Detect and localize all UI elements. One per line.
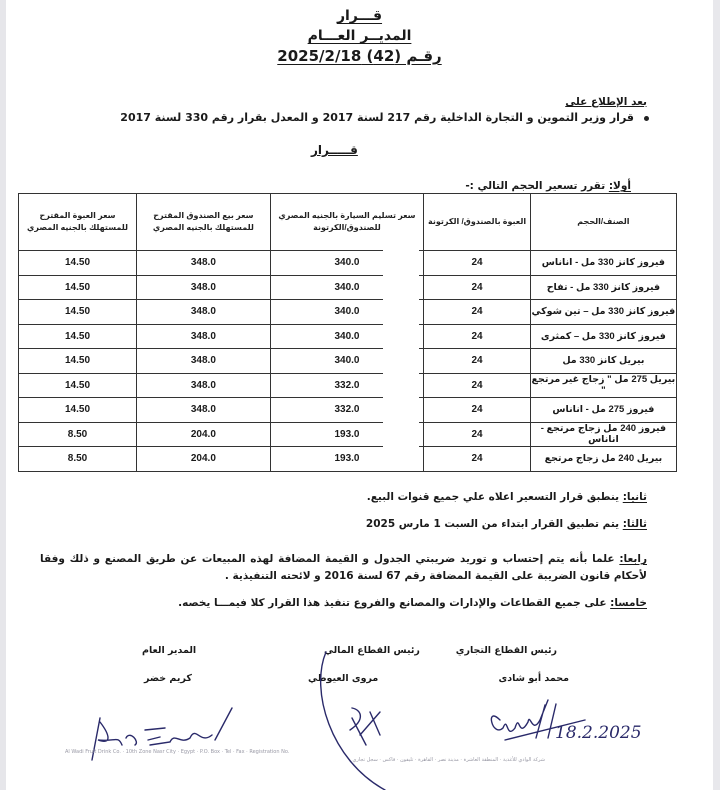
cell-product: فيروز 240 مل زجاج مرتجع - اناناس [530,422,676,447]
cell-delivery-price: 340.0 [270,300,424,325]
header-box-price: سعر بيع الصندوق المقترح للمستهلك بالجنيه المصري [137,194,271,251]
signatory-gm-name: كريم خضر [144,673,192,684]
cell-unit-price: 14.50 [19,300,137,325]
cell-delivery-price: 193.0 [270,447,424,472]
cell-box-price: 348.0 [137,349,271,374]
clause-fifth-text: على جميع القطاعات والإدارات والمصانع والفروع تنفيذ هذا القرار كلا فيمـــا يخصه. [178,597,611,609]
header-delivery-price: سعر تسليم السيارة بالجنيه المصري للصندوق/الكرتونة [270,194,424,251]
cell-delivery-price: 340.0 [270,349,424,374]
table-row [19,398,677,423]
after-review-label: بعد الإطلاع على [565,96,647,108]
title-general-manager: المديــر العـــام [307,28,412,44]
cell-count: 24 [424,373,531,398]
table-row [19,447,677,472]
preamble-text: قرار وزير التموين و التجارة الداخلية رقم 217 لسنة 2017 و المعدل بقرار رقم 330 لسنة 2017 [120,111,634,124]
cell-box-price: 348.0 [137,300,271,325]
table-row [19,275,677,300]
handwritten-date: 18.2.2025 [555,723,642,743]
cell-count: 24 [424,422,531,447]
cell-unit-price: 14.50 [19,373,137,398]
cell-box-price: 348.0 [137,324,271,349]
cell-count: 24 [424,324,531,349]
cell-box-price: 204.0 [137,447,271,472]
cell-unit-price: 8.50 [19,447,137,472]
table-header-row [19,194,677,251]
pricing-table [18,193,677,472]
header-product: الصنف/الحجم [530,194,676,251]
preamble-bullet [120,111,649,124]
cell-box-price: 348.0 [137,275,271,300]
cell-delivery-price: 340.0 [270,275,424,300]
cell-count: 24 [424,349,531,374]
cell-delivery-price: 340.0 [270,251,424,276]
clause-first-label: أولا: [608,180,631,192]
cell-unit-price: 14.50 [19,349,137,374]
cell-box-price: 348.0 [137,373,271,398]
table-row [19,251,677,276]
cell-count: 24 [424,251,531,276]
signatory-gm-title: المدير العام [142,645,197,656]
cell-delivery-price: 340.0 [270,324,424,349]
cell-unit-price: 14.50 [19,398,137,423]
clause-first-text: تقرر تسعير الحجم التالي :- [465,180,609,192]
table-row [19,422,677,447]
clause-fifth-label: خامسا: [610,597,647,609]
cell-unit-price: 14.50 [19,251,137,276]
cell-box-price: 348.0 [137,398,271,423]
clause-first [465,180,631,192]
document-title [6,6,713,66]
cell-unit-price: 8.50 [19,422,137,447]
letterhead-footer: Al Wadi Fruit Drink Co. · 10th Zone Nasr City · Egypt · P.O. Box · Tel · Fax · Registration No. شركة الوادي للأغذية · المنطقة العاشرة · مدينة نصر · القاهرة · تليفون · فاكس · سجل تجاري [65,749,545,763]
cell-count: 24 [424,447,531,472]
cell-product: بيريل 240 مل زجاج مرتجع [530,447,676,472]
cell-box-price: 348.0 [137,251,271,276]
decision-heading: قـــــرار [311,143,358,157]
cell-product: فيروز كانز 330 مل – كمثرى [530,324,676,349]
cell-box-price: 204.0 [137,422,271,447]
cell-product: فيروز كانز 330 مل - اناناس [530,251,676,276]
cell-count: 24 [424,398,531,423]
table-row [19,324,677,349]
clause-second-label: ثانيا: [622,491,647,503]
cell-product: فيروز 275 مل - اناناس [530,398,676,423]
table-row [19,300,677,325]
clause-third-label: ثالثا: [622,518,647,530]
header-count: العبوة بالصندوق/ الكرتونة [424,194,531,251]
table-row [19,349,677,374]
clause-second-text: ينطبق قرار التسعير اعلاه علي جميع قنوات البيع. [366,491,623,503]
cell-unit-price: 14.50 [19,275,137,300]
cell-delivery-price: 193.0 [270,422,424,447]
title-decision: قـــرار [336,8,383,24]
bullet-icon [644,116,649,121]
cell-product: فيروز كانز 330 مل - تفاح [530,275,676,300]
table-row [19,373,677,398]
cell-unit-price: 14.50 [19,324,137,349]
clause-fourth-label: رابعا: [619,553,647,565]
header-unit-price: سعر العبوة المقترح للمستهلك بالجنيه المصري [19,194,137,251]
signatory-financial-title: رئيس القطاع المالي [324,645,420,656]
cell-count: 24 [424,300,531,325]
signatory-commercial-title: رئيس القطاع التجاري [455,645,557,656]
cell-delivery-price: 332.0 [270,373,424,398]
cell-product: بيريل كانز 330 مل [530,349,676,374]
page-edge-right [713,0,720,790]
signatory-commercial-name: محمد أبو شادى [498,673,569,684]
cell-product: فيروز كانز 330 مل – تين شوكي [530,300,676,325]
signatory-financial-name: مروى العيوطي [308,673,379,684]
title-decision-number: رقـم (42) 2025/2/18 [277,47,442,65]
cell-count: 24 [424,275,531,300]
redacted-gap [383,240,419,468]
clause-third-text: يتم تطبيق القرار ابتداء من السبت 1 مارس 2025 [365,518,623,530]
cell-delivery-price: 332.0 [270,398,424,423]
clause-fourth-text: علما بأنه يتم إحتساب و توريد ضريبتي الجدول و القيمة المضافة لهذه المبيعات عن طريق المصنع و ذلك وفقا لأحكام قانون الضريبة على القيمة المضافة رقم 67 لسنة 2016 و لائحته التنفيذية . [40,553,647,582]
cell-product: بيريل 275 مل " زجاج غير مرتجع " [531,374,676,397]
